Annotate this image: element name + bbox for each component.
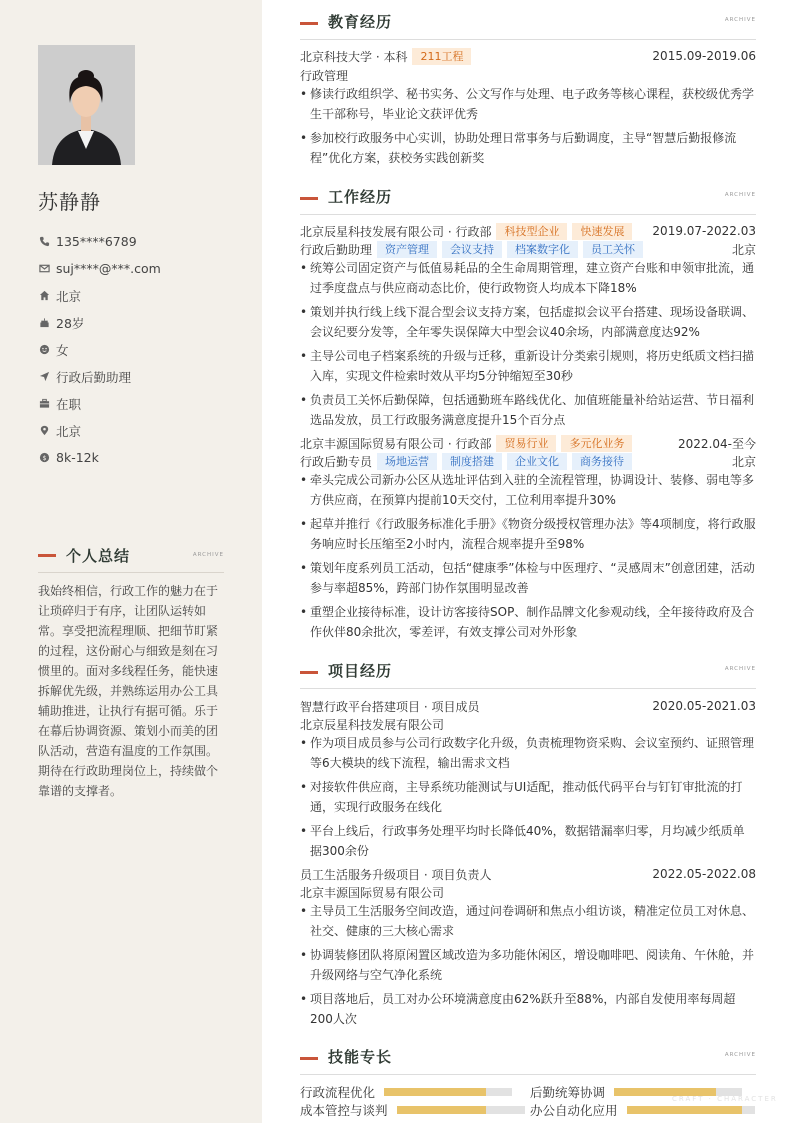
role-tag: 商务接待 bbox=[572, 453, 632, 470]
projects-archive-tag: ARCHIVE bbox=[724, 666, 756, 672]
skill-level-fill bbox=[384, 1088, 486, 1096]
info-salary bbox=[38, 444, 161, 471]
info-gender-text: 女 bbox=[56, 342, 69, 358]
job-bullet: • 策划年度系列员工活动，包括“健康季”体检与中医理疗、“灵感周末”创意团建，活动参与率超85%，跨部门协作氛围明显改善 bbox=[300, 558, 756, 598]
project-org: 北京辰星科技发展有限公司 bbox=[300, 717, 445, 732]
work-title: 工作经历 bbox=[328, 188, 393, 206]
summary-text: 我始终相信，行政工作的魅力在于让琐碎归于有序，让团队运转如常。享受把流程理顺、把细节盯紧的过程，这份耐心与细致是刻在习惯里的。面对多线程任务，能快速拆解优先级，并熟练运用办公工具辅助推进，让执行有据可循。乐于在幕后协调资源、策划小而美的团队活动，营造有温度的工作氛围。期待在行政助理岗位上，持续做个靠谱的支撑者。 bbox=[38, 584, 219, 798]
info-target-position bbox=[38, 363, 161, 390]
job-bullet: • 负责员工关怀后勤保障，包括通勤班车路线优化、加值班能量补给站运营、节日福利选品发放，员工行政服务满意度提升15个百分点 bbox=[300, 390, 756, 430]
skill-name: 办公自动化应用 bbox=[530, 1103, 618, 1118]
job-bullet: • 重塑企业接待标准，设计访客接待SOP、制作品牌文化参观动线，全年接待政府及合作伙伴80余批次，零差评，有效支撑公司对外形象 bbox=[300, 602, 756, 642]
salary-icon bbox=[38, 452, 50, 464]
info-age bbox=[38, 309, 161, 336]
job-bullet: • 主导公司电子档案系统的升级与迁移，重新设计分类索引规则，将历史纸质文档扫描入库，实现文件检索时效从平均5分钟缩短至30秒 bbox=[300, 346, 756, 386]
role-tag: 制度搭建 bbox=[442, 453, 502, 470]
candidate-name: 苏静静 bbox=[38, 190, 101, 214]
info-hometown-text: 北京 bbox=[56, 288, 82, 304]
project-name: 员工生活服务升级项目 · 项目负责人 bbox=[300, 867, 492, 882]
section-accent-bar bbox=[300, 671, 318, 674]
company-tag: 快速发展 bbox=[572, 223, 632, 240]
job-bullet: • 策划并执行线上线下混合型会议支持方案，包括虚拟会议平台搭建、现场设备联调、会议纪要分发等，全年零失误保障大中型会议40余场，内部满意度达92% bbox=[300, 302, 756, 342]
education-major-row bbox=[300, 66, 756, 84]
skill-level-bar bbox=[384, 1088, 512, 1096]
company-tag: 贸易行业 bbox=[496, 435, 556, 452]
home-icon bbox=[38, 290, 50, 302]
role-tag: 员工关怀 bbox=[583, 241, 643, 258]
role-tag: 档案数字化 bbox=[507, 241, 578, 258]
info-status-text: 在职 bbox=[56, 396, 82, 412]
skill-name: 行政流程优化 bbox=[300, 1085, 376, 1100]
project-bullet: • 协调装修团队将原闲置区域改造为多功能休闲区，增设咖啡吧、阅读角、午休舱，并升级网络与空气净化系统 bbox=[300, 945, 756, 985]
skill-item bbox=[300, 1083, 512, 1101]
project-bullet: • 作为项目成员参与公司行政数字化升级，负责梳理物资采购、会议室预约、证照管理等6大模块的线下流程，输出需求文档 bbox=[300, 733, 756, 773]
education-bullet: • 参加校行政服务中心实训，协助处理日常事务与后勤调度，主导“智慧后勤报修流程”优化方案，获校务实践创新奖 bbox=[300, 128, 756, 168]
education-archive-tag: ARCHIVE bbox=[724, 17, 756, 23]
company-tag: 科技型企业 bbox=[496, 223, 567, 240]
send-icon bbox=[38, 371, 50, 383]
profile-photo bbox=[38, 45, 135, 165]
skills-title: 技能专长 bbox=[328, 1048, 393, 1066]
job-company-row bbox=[300, 434, 756, 452]
job-company: 北京辰星科技发展有限公司 · 行政部 bbox=[300, 224, 492, 239]
work-section-header bbox=[300, 185, 756, 215]
section-accent-bar bbox=[300, 1057, 318, 1060]
job-bullet: • 牵头完成公司新办公区从选址评估到入驻的全流程管理，协调设计、装修、弱电等多方供应商，在预算内提前10天交付，工位利用率提升30% bbox=[300, 470, 756, 510]
skill-level-fill bbox=[627, 1106, 742, 1114]
location-pin-icon bbox=[38, 425, 50, 437]
job-city: 北京 bbox=[731, 242, 756, 257]
job-city: 北京 bbox=[731, 454, 756, 469]
project-org-row bbox=[300, 883, 756, 901]
skill-item bbox=[300, 1101, 525, 1119]
summary-archive-tag: ARCHIVE bbox=[192, 552, 224, 558]
info-email-text: suj****@***.com bbox=[56, 261, 161, 276]
job-period: 2019.07-2022.03 bbox=[652, 224, 756, 238]
job-company: 北京丰源国际贸易有限公司 · 行政部 bbox=[300, 436, 492, 451]
project-bullet: • 主导员工生活服务空间改造，通过问卷调研和焦点小组访谈，精准定位员工对休息、社交、健康的三大核心需求 bbox=[300, 901, 756, 941]
school-name: 北京科技大学 · 本科 bbox=[300, 49, 408, 64]
work-archive-tag: ARCHIVE bbox=[724, 192, 756, 198]
info-status bbox=[38, 390, 161, 417]
role-tag: 会议支持 bbox=[442, 241, 502, 258]
summary-title: 个人总结 bbox=[66, 547, 131, 565]
sidebar bbox=[0, 0, 262, 1123]
info-target-city bbox=[38, 417, 161, 444]
job-role-row bbox=[300, 452, 756, 470]
skills-section-header bbox=[300, 1045, 756, 1075]
project-org: 北京丰源国际贸易有限公司 bbox=[300, 885, 445, 900]
info-phone-text: 135****6789 bbox=[56, 234, 137, 249]
phone-icon bbox=[38, 236, 50, 248]
education-school-row bbox=[300, 47, 756, 65]
skill-item bbox=[530, 1101, 755, 1119]
info-age-text: 28岁 bbox=[56, 315, 85, 331]
role-tag: 资产管理 bbox=[377, 241, 437, 258]
projects-title: 项目经历 bbox=[328, 662, 393, 680]
project-name-row bbox=[300, 865, 756, 883]
section-accent-bar bbox=[300, 22, 318, 25]
education-section-header bbox=[300, 10, 756, 40]
education-bullet: • 修读行政组织学、秘书实务、公文写作与处理、电子政务等核心课程，获校级优秀学生干部称号，毕业论文获评优秀 bbox=[300, 84, 756, 124]
skill-level-bar bbox=[627, 1106, 755, 1114]
skill-level-bar bbox=[397, 1106, 525, 1114]
cake-icon bbox=[38, 317, 50, 329]
job-company-row bbox=[300, 222, 756, 240]
gender-icon bbox=[38, 344, 50, 356]
job-bullet: • 统筹公司固定资产与低值易耗品的全生命周期管理，建立资产台账和申领审批流，通过季度盘点与供应商动态比价，使行政物资人均成本下降18% bbox=[300, 258, 756, 298]
section-accent-bar bbox=[38, 554, 56, 557]
skill-name: 后勤统筹协调 bbox=[530, 1085, 606, 1100]
education-period: 2015.09-2019.06 bbox=[652, 49, 756, 63]
info-target-position-text: 行政后勤助理 bbox=[56, 369, 132, 385]
role-tag: 场地运营 bbox=[377, 453, 437, 470]
info-target-city-text: 北京 bbox=[56, 423, 82, 439]
project-name: 智慧行政平台搭建项目 · 项目成员 bbox=[300, 699, 480, 714]
info-email bbox=[38, 255, 161, 282]
skills-archive-tag: ARCHIVE bbox=[724, 1052, 756, 1058]
email-icon bbox=[38, 263, 50, 275]
project-name-row bbox=[300, 697, 756, 715]
job-role-row bbox=[300, 240, 756, 258]
project-bullet: • 项目落地后，员工对办公环境满意度由62%跃升至88%，内部自发使用率每周超200人次 bbox=[300, 989, 756, 1029]
info-hometown bbox=[38, 282, 161, 309]
role-tag: 企业文化 bbox=[507, 453, 567, 470]
project-org-row bbox=[300, 715, 756, 733]
projects-section-header bbox=[300, 659, 756, 689]
job-role: 行政后勤专员 bbox=[300, 454, 373, 469]
info-phone bbox=[38, 228, 161, 255]
skill-level-fill bbox=[397, 1106, 487, 1114]
company-tag: 多元化业务 bbox=[561, 435, 632, 452]
skill-name: 成本管控与谈判 bbox=[300, 1103, 388, 1118]
project-period: 2022.05-2022.08 bbox=[652, 867, 756, 881]
portrait-image bbox=[38, 45, 135, 165]
education-major: 行政管理 bbox=[300, 68, 349, 83]
school-badge: 211工程 bbox=[412, 48, 471, 65]
project-bullet: • 平台上线后，行政事务处理平均时长降低40%，数据错漏率归零，月均减少纸质单据300余份 bbox=[300, 821, 756, 861]
education-title: 教育经历 bbox=[328, 13, 393, 31]
summary-section-header bbox=[38, 543, 224, 573]
watermark-text: CRAFT · CHARACTER bbox=[672, 1095, 778, 1103]
section-accent-bar bbox=[300, 197, 318, 200]
info-gender bbox=[38, 336, 161, 363]
info-salary-text: 8k-12k bbox=[56, 450, 99, 465]
contact-info-list bbox=[38, 228, 161, 471]
job-period: 2022.04-至今 bbox=[678, 436, 756, 451]
briefcase-icon bbox=[38, 398, 50, 410]
svg-text:$: $ bbox=[41, 453, 47, 462]
project-period: 2020.05-2021.03 bbox=[652, 699, 756, 713]
project-bullet: • 对接软件供应商，主导系统功能测试与UI适配，推动低代码平台与钉钉审批流的打通，实现行政服务在线化 bbox=[300, 777, 756, 817]
job-bullet: • 起草并推行《行政服务标准化手册》《物资分级授权管理办法》等4项制度，将行政服务响应时长压缩至2小时内，流程合规率提升至98% bbox=[300, 514, 756, 554]
job-role: 行政后勤助理 bbox=[300, 242, 373, 257]
